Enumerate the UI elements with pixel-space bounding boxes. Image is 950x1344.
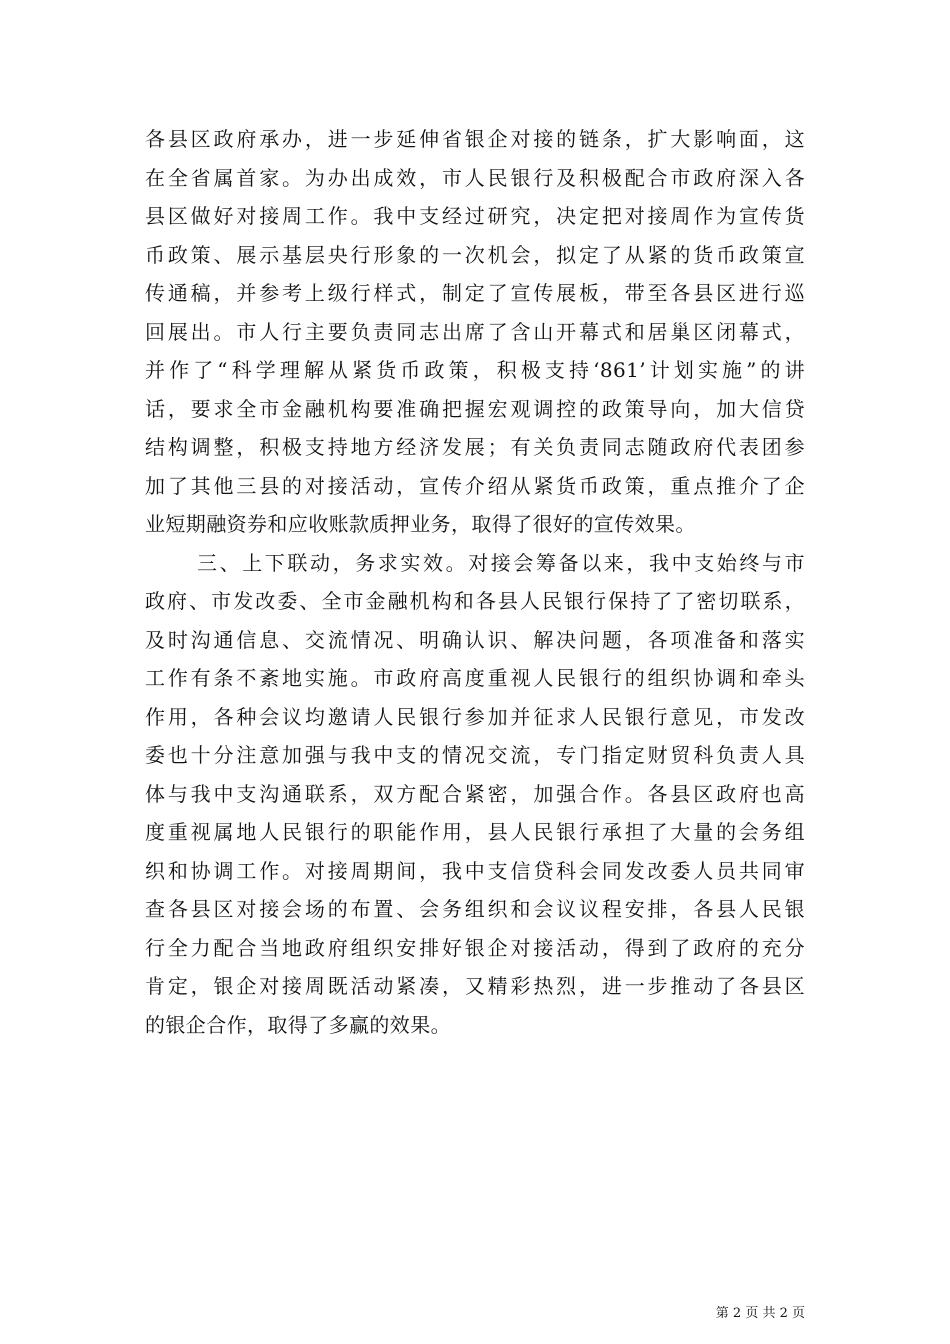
text-line: 工作有条不紊地实施。市政府高度重视人民银行的组织协调和牵头 bbox=[145, 666, 805, 690]
text-line: 并作了“科学理解从紧货币政策，积极支持‘861’计划实施”的讲 bbox=[145, 358, 805, 382]
text-line: 及时沟通信息、交流情况、明确认识、解决问题，各项准备和落实 bbox=[145, 627, 805, 652]
text-line: 县区做好对接周工作。我中支经过研究，决定把对接周作为宣传货 bbox=[145, 204, 805, 228]
text-line: 回展出。市人行主要负责同志出席了含山开幕式和居巢区闭幕式， bbox=[145, 319, 805, 344]
text-line: 在全省属首家。为办出成效，市人民银行及积极配合市政府深入各 bbox=[145, 165, 805, 190]
paragraph-end-line: 业短期融资券和应收账款质押业务，取得了很好的宣传效果。 bbox=[145, 512, 696, 536]
text-line: 各县区政府承办，进一步延伸省银企对接的链条，扩大影响面，这 bbox=[145, 127, 805, 151]
text-line: 加了其他三县的对接活动，宣传介绍从紧货币政策，重点推介了企 bbox=[145, 473, 805, 498]
text-line: 结构调整，积极支持地方经济发展；有关负责同志随政府代表团参 bbox=[145, 435, 805, 459]
text-line: 行全力配合当地政府组织安排好银企对接活动，得到了政府的充分 bbox=[145, 935, 805, 960]
text-line: 传通稿，并参考上级行样式，制定了宣传展板，带至各县区进行巡 bbox=[145, 281, 805, 305]
text-line: 政府、市发改委、全市金融机构和各县人民银行保持了了密切联系， bbox=[145, 589, 805, 613]
body-text bbox=[145, 120, 805, 1044]
text-line: 体与我中支沟通联系，双方配合紧密，加强合作。各县区政府也高 bbox=[145, 781, 805, 806]
text-line: 度重视属地人民银行的职能作用，县人民银行承担了大量的会务组 bbox=[145, 820, 805, 844]
text-line: 话，要求全市金融机构要准确把握宏观调控的政策导向，加大信贷 bbox=[145, 396, 805, 421]
text-line: 肯定，银企对接周既活动紧凑，又精彩热烈，进一步推动了各县区 bbox=[145, 974, 805, 998]
text-line: 币政策、展示基层央行形象的一次机会，拟定了从紧的货币政策宣 bbox=[145, 242, 805, 267]
paragraph-start-line: 三、上下联动，务求实效。对接会筹备以来，我中支始终与市 bbox=[197, 550, 805, 575]
page-number-footer: 第 2 页 共 2 页 bbox=[715, 1306, 805, 1321]
text-line: 委也十分注意加强与我中支的情况交流，专门指定财贸科负责人具 bbox=[145, 743, 805, 767]
text-line: 查各县区对接会场的布置、会务组织和会议议程安排，各县人民银 bbox=[145, 897, 805, 921]
text-line: 织和协调工作。对接周期间，我中支信贷科会同发改委人员共同审 bbox=[145, 858, 805, 883]
text-line: 作用，各种会议均邀请人民银行参加并征求人民银行意见，市发改 bbox=[145, 704, 805, 729]
paragraph-end-line: 的银企合作，取得了多赢的效果。 bbox=[145, 1012, 451, 1037]
